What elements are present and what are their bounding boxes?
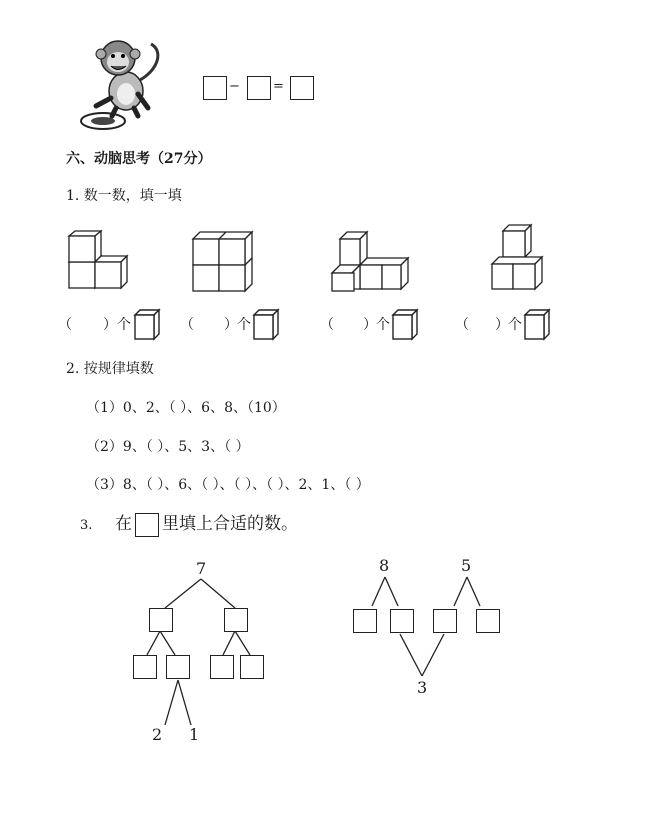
tree2-bottom-number: 3 — [417, 678, 428, 697]
q2-row-3: （3）8、（ ）、6、（ ）、（ ）、（ ）、2、1、（ ） — [86, 477, 370, 493]
q1-answer-4-open: （ — [455, 317, 469, 333]
tree2-box-1[interactable] — [353, 609, 377, 633]
equation-box-2[interactable] — [247, 76, 271, 100]
q1-title: 1. 数一数，填一填 — [66, 188, 182, 204]
q3-suffix: 里填上合适的数。 — [162, 514, 298, 534]
cube-figure-3 — [330, 232, 420, 302]
q1-answer-2-unit: 个 — [237, 317, 251, 333]
tree1-box-bottom-3[interactable] — [210, 655, 234, 679]
q3-number: 3. — [80, 518, 93, 533]
cube-unit-icon-3 — [391, 310, 419, 342]
q1-answer-3-open: （ — [320, 317, 334, 333]
q1-answer-4-unit: 个 — [508, 317, 522, 333]
tree1-box-bottom-4[interactable] — [240, 655, 264, 679]
tree1-top-number: 7 — [196, 559, 207, 578]
q1-answer-3-close: ） — [363, 317, 377, 333]
q1-answer-4-close: ） — [495, 317, 509, 333]
cube-unit-icon-2 — [252, 310, 280, 342]
q3-box-sample — [135, 513, 159, 537]
q1-answer-1-unit: 个 — [117, 317, 131, 333]
tree1-leaf-right: 1 — [189, 725, 200, 744]
tree1-box-mid-right[interactable] — [224, 608, 248, 632]
q1-answer-1-open: （ — [58, 317, 72, 333]
tree2-box-3[interactable] — [433, 609, 457, 633]
tree2-lines — [340, 570, 540, 710]
cube-unit-icon-4 — [523, 310, 551, 342]
tree2-top-left-number: 8 — [379, 556, 390, 575]
minus-sign: − — [229, 79, 240, 94]
q1-answer-1-close: ） — [103, 317, 117, 333]
equation-box-3[interactable] — [290, 76, 314, 100]
q1-answer-2-open: （ — [180, 317, 194, 333]
monkey-illustration — [76, 36, 176, 146]
tree2-box-2[interactable] — [390, 609, 414, 633]
q2-row-1: （1）0、2、（ ）、6、8、（10） — [86, 400, 286, 416]
section-title: 六、动脑思考（27分） — [66, 151, 212, 167]
cube-unit-icon-1 — [133, 310, 161, 342]
equation-box-1[interactable] — [203, 76, 227, 100]
q1-answer-3-unit: 个 — [376, 317, 390, 333]
tree2-top-right-number: 5 — [461, 556, 472, 575]
tree1-box-bottom-2[interactable] — [166, 655, 190, 679]
q3-prefix: 在 — [115, 514, 132, 534]
equals-sign: = — [273, 79, 284, 94]
cube-figure-1 — [66, 231, 136, 301]
q2-title: 2. 按规律填数 — [66, 361, 154, 377]
cube-figure-2 — [190, 232, 260, 302]
cube-figure-4 — [487, 224, 557, 294]
tree1-box-mid-left[interactable] — [149, 608, 173, 632]
q2-row-2: （2）9、（ ）、5、3、（ ） — [86, 439, 250, 455]
q1-answer-2-close: ） — [224, 317, 238, 333]
tree1-leaf-left: 2 — [152, 725, 163, 744]
tree1-box-bottom-1[interactable] — [133, 655, 157, 679]
tree2-box-4[interactable] — [476, 609, 500, 633]
